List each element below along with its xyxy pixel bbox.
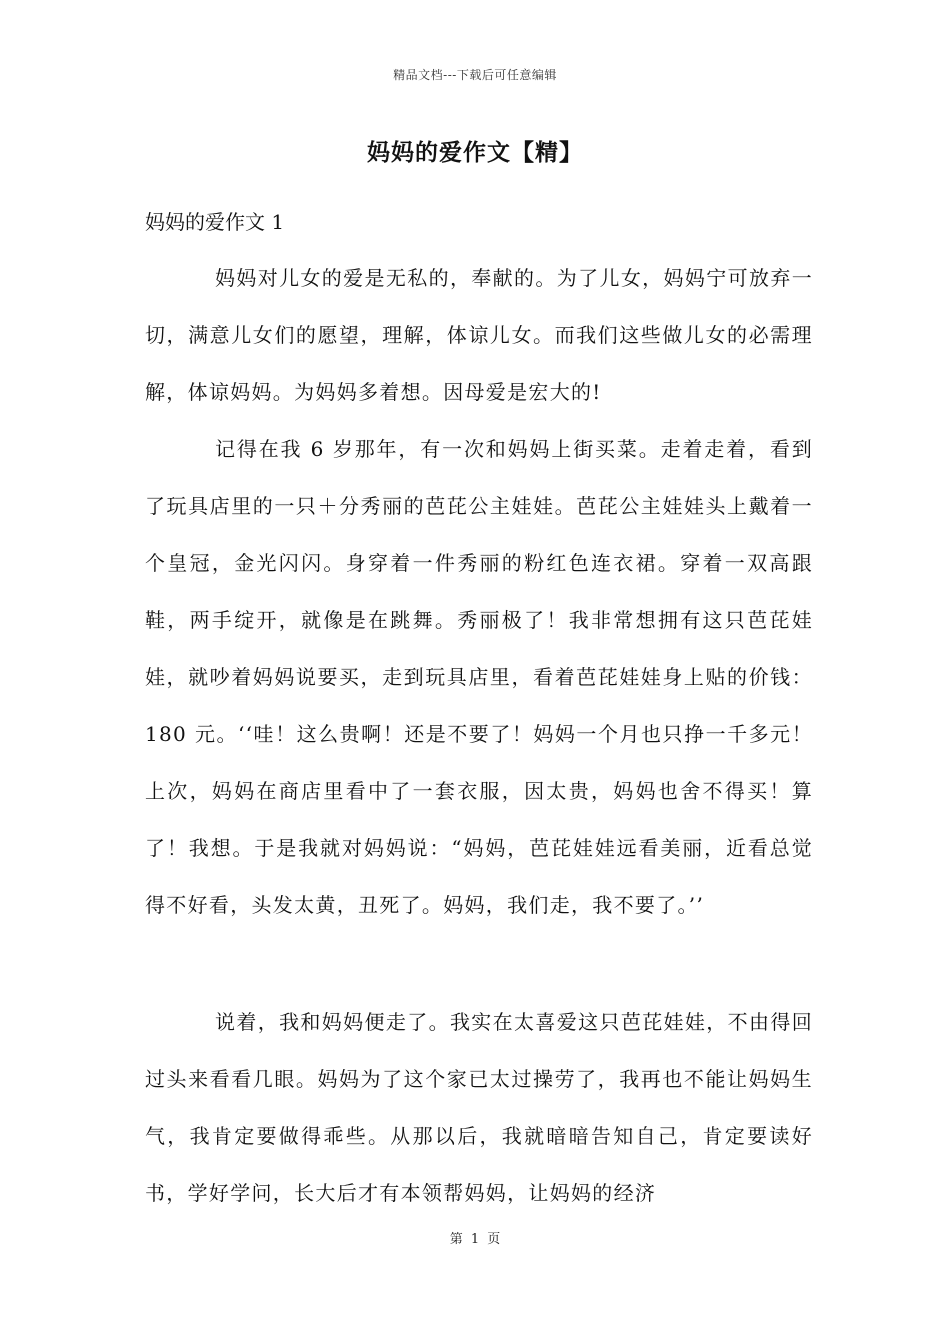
paragraph: 记得在我 6 岁那年，有一次和妈妈上街买菜。走着走着，看到了玩具店里的一只＋分秀丽的芭芘公主娃娃。芭芘公主娃娃头上戴着一个皇冠，金光闪闪。身穿着一件秀丽的粉红色连衣裙。穿着一双高跟鞋，两手绽开，就像是在跳舞。秀丽极了！我非常想拥有这只芭芘娃娃，就吵着妈妈说要买，走到玩具店里，看着芭芘娃娃身上贴的价钱：180 元。‘‘哇！这么贵啊！还是不要了！妈妈一个月也只挣一千多元！上次，妈妈在商店里看中了一套衣服，因太贵，妈妈也舍不得买！算了！我想。于是我就对妈妈说：“妈妈，芭芘娃娃远看美丽，近看总觉得不好看，头发太黄，丑死了。妈妈，我们走，我不要了。’’: [145, 437, 813, 917]
header-note: 精品文档---下载后可任意编辑: [393, 68, 557, 82]
paragraph: 妈妈对儿女的爱是无私的，奉献的。为了儿女，妈妈宁可放弃一切，满意儿女们的愿望，理解，体谅儿女。而我们这些做儿女的必需理解，体谅妈妈。为妈妈多着想。因母爱是宏大的!: [145, 266, 813, 404]
document-title: 妈妈的爱作文【精】: [367, 139, 583, 166]
paragraph: 说着，我和妈妈便走了。我实在太喜爱这只芭芘娃娃，不由得回过头来看看几眼。妈妈为了这个家已太过操劳了，我再也不能让妈妈生气，我肯定要做得乖些。从那以后，我就暗暗告知自己，肯定要读好书，学好学问，长大后才有本领帮妈妈，让妈妈的经济: [145, 1010, 813, 1205]
paragraph-3-block: [145, 994, 813, 1222]
paragraph-2-block: [145, 421, 813, 934]
paragraph-1-block: [145, 250, 813, 421]
section-heading: 妈妈的爱作文 1: [145, 210, 285, 234]
page-number: 第 1 页: [449, 1232, 501, 1247]
